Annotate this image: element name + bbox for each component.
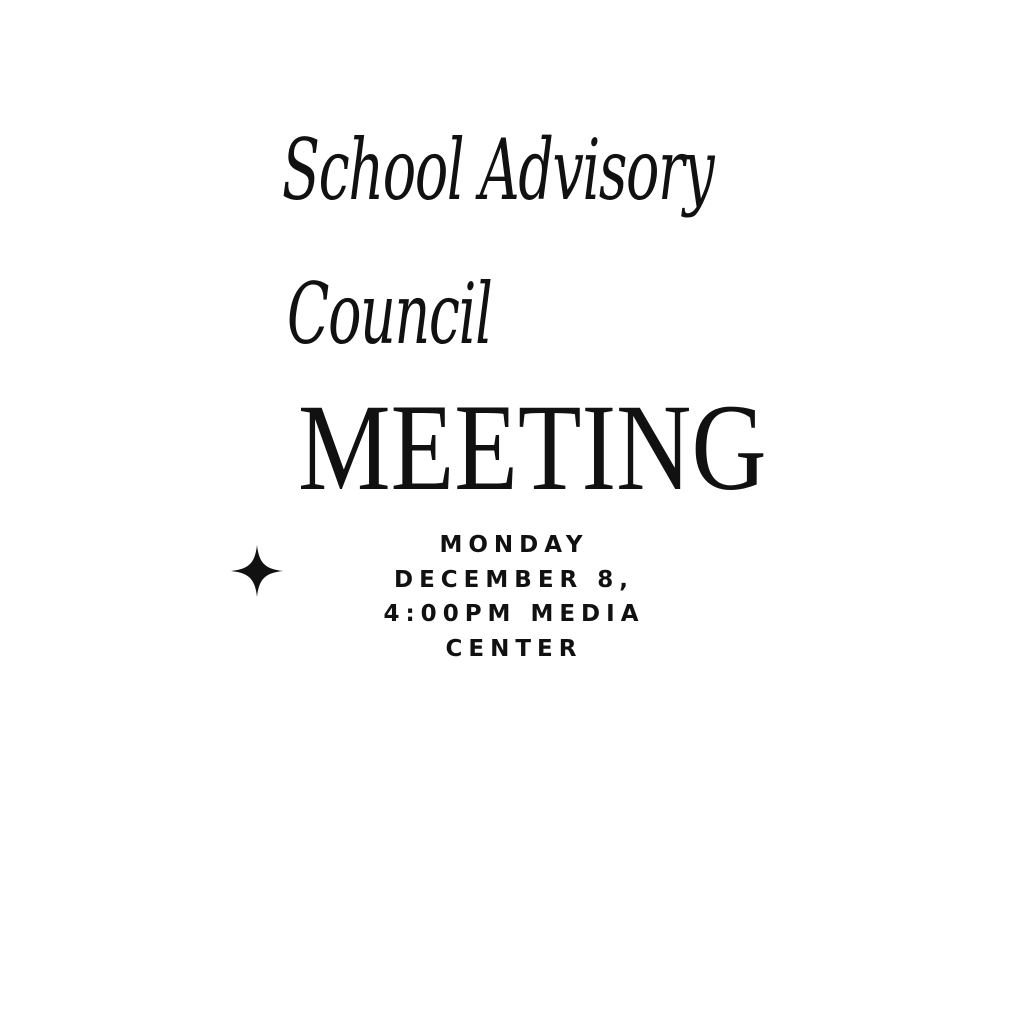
title-line-1: School Advisory bbox=[282, 121, 714, 219]
title-line-2: Council bbox=[287, 265, 492, 363]
meeting-details bbox=[334, 528, 694, 666]
details-location: CENTER bbox=[445, 635, 583, 662]
four-point-star-icon bbox=[229, 543, 285, 599]
details-day: MONDAY bbox=[439, 532, 589, 558]
details-date: DECEMBER 8, bbox=[394, 566, 634, 593]
meeting-heading: MEETING bbox=[298, 379, 767, 516]
details-time-location: 4:00PM MEDIA bbox=[383, 601, 645, 627]
